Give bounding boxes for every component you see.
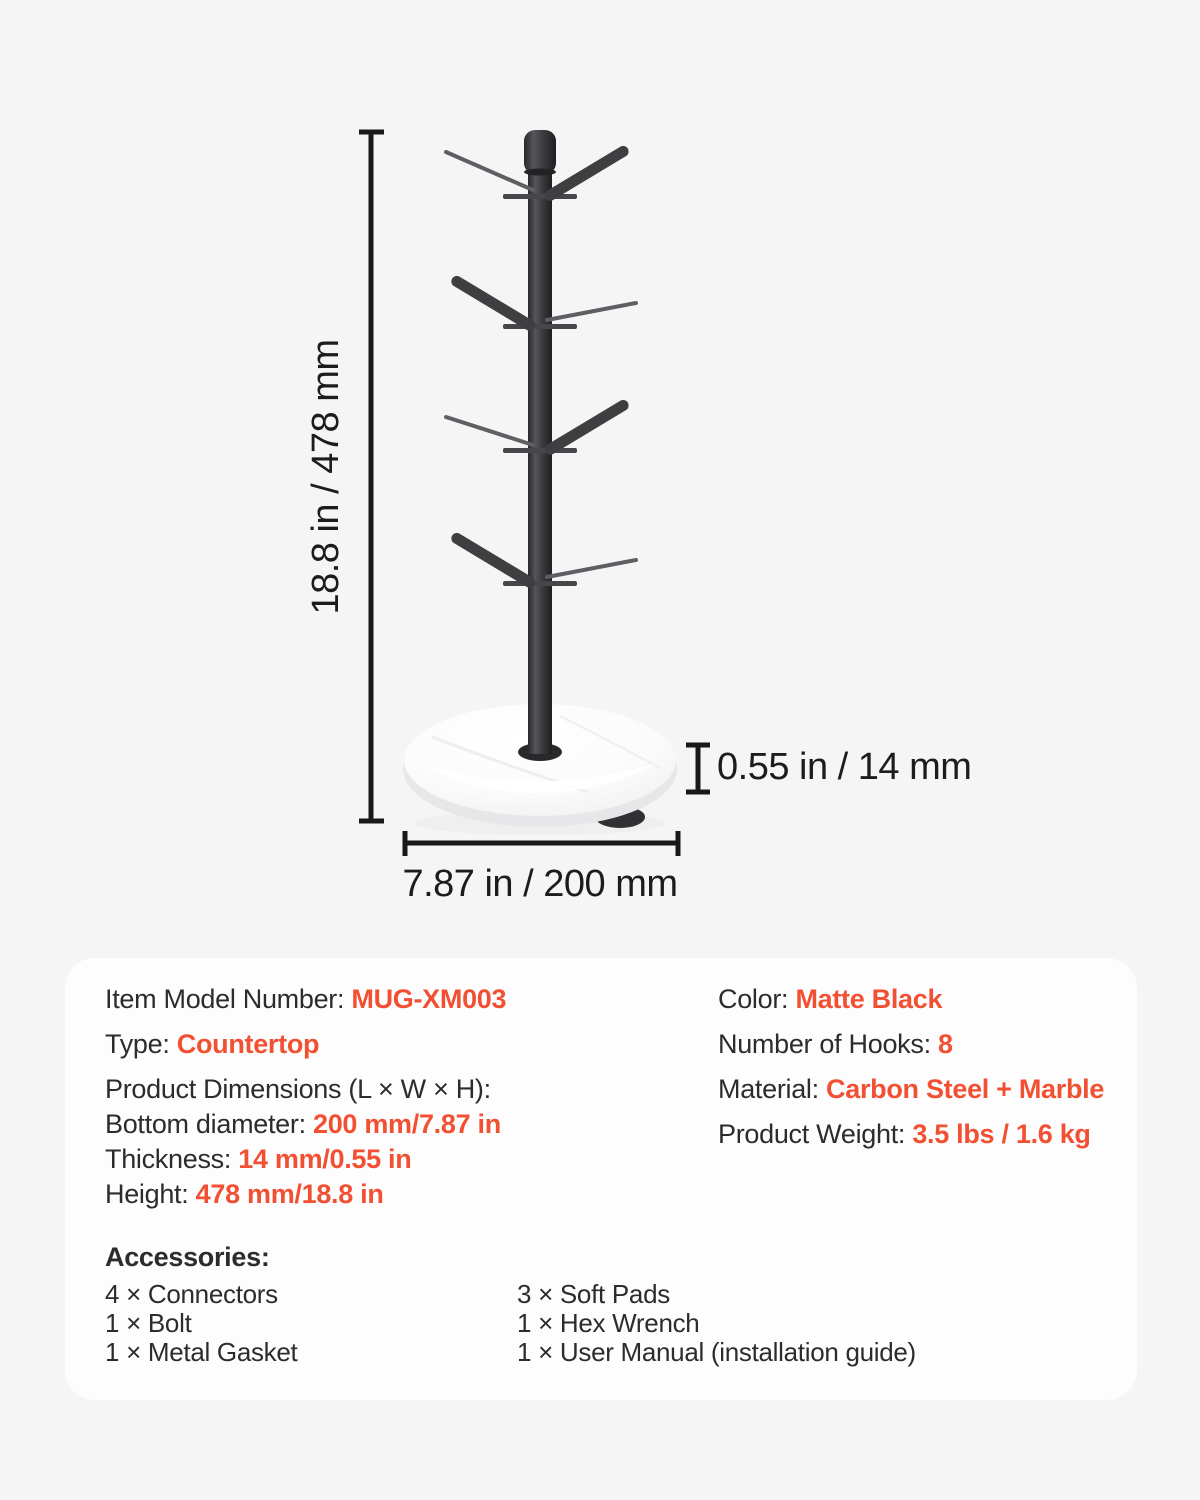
spec-column-right	[718, 982, 1104, 1162]
spec-item-model-number	[105, 982, 506, 1017]
height-dimension-label: 18.8 in / 478 mm	[305, 339, 347, 615]
spec-column-left	[105, 982, 506, 1212]
pole-top-cap	[524, 130, 556, 174]
accessory-item: 1 × User Manual (installation guide)	[517, 1337, 916, 1367]
accessories-section	[105, 1242, 916, 1367]
spec-color	[718, 982, 1104, 1017]
spec-value: 478 mm/18.8 in	[195, 1179, 384, 1209]
spec-value: 200 mm/7.87 in	[313, 1109, 501, 1139]
spec-value: Carbon Steel + Marble	[826, 1074, 1105, 1104]
spec-value: MUG-XM003	[351, 984, 507, 1014]
spec-label: Color:	[718, 984, 796, 1014]
spec-product-weight	[718, 1117, 1104, 1152]
spec-label: Height:	[105, 1179, 196, 1209]
accessory-item: 1 × Metal Gasket	[105, 1337, 298, 1367]
spec-value: 3.5 lbs / 1.6 kg	[912, 1119, 1091, 1149]
spec-label: Thickness:	[105, 1144, 239, 1174]
thickness-dimension-label: 0.55 in / 14 mm	[717, 746, 972, 788]
spec-label: Bottom diameter:	[105, 1109, 313, 1139]
spec-label: Item Model Number:	[105, 984, 352, 1014]
accessory-item: 1 × Bolt	[105, 1308, 192, 1338]
thickness-dimension-line	[686, 745, 710, 792]
spec-panel	[65, 958, 1137, 1400]
spec-height	[105, 1177, 506, 1212]
spec-label: Type:	[105, 1029, 177, 1059]
spec-number-of-hooks	[718, 1027, 1104, 1062]
spec-label: Number of Hooks:	[718, 1029, 938, 1059]
spec-label: Product Dimensions (L × W × H):	[105, 1074, 491, 1104]
spec-product-dimensions-heading	[105, 1072, 506, 1107]
spec-thickness	[105, 1142, 506, 1177]
spec-value: Countertop	[176, 1029, 320, 1059]
accessory-item: 1 × Hex Wrench	[517, 1308, 700, 1338]
accessories-title: Accessories:	[105, 1242, 270, 1272]
base-diameter-dimension-label: 7.87 in / 200 mm	[402, 863, 678, 905]
spec-material	[718, 1072, 1104, 1107]
spec-label: Material:	[718, 1074, 827, 1104]
spec-value: Matte Black	[795, 984, 943, 1014]
spec-value: 8	[937, 1029, 953, 1059]
spec-label: Product Weight:	[718, 1119, 913, 1149]
accessories-column-right	[517, 1280, 916, 1367]
spec-type	[105, 1027, 506, 1062]
accessory-item: 4 × Connectors	[105, 1279, 278, 1309]
accessories-column-left	[105, 1280, 517, 1367]
height-dimension-line	[359, 132, 384, 821]
spec-value: 14 mm/0.55 in	[238, 1144, 412, 1174]
accessory-item: 3 × Soft Pads	[517, 1279, 670, 1309]
spec-bottom-diameter	[105, 1107, 506, 1142]
